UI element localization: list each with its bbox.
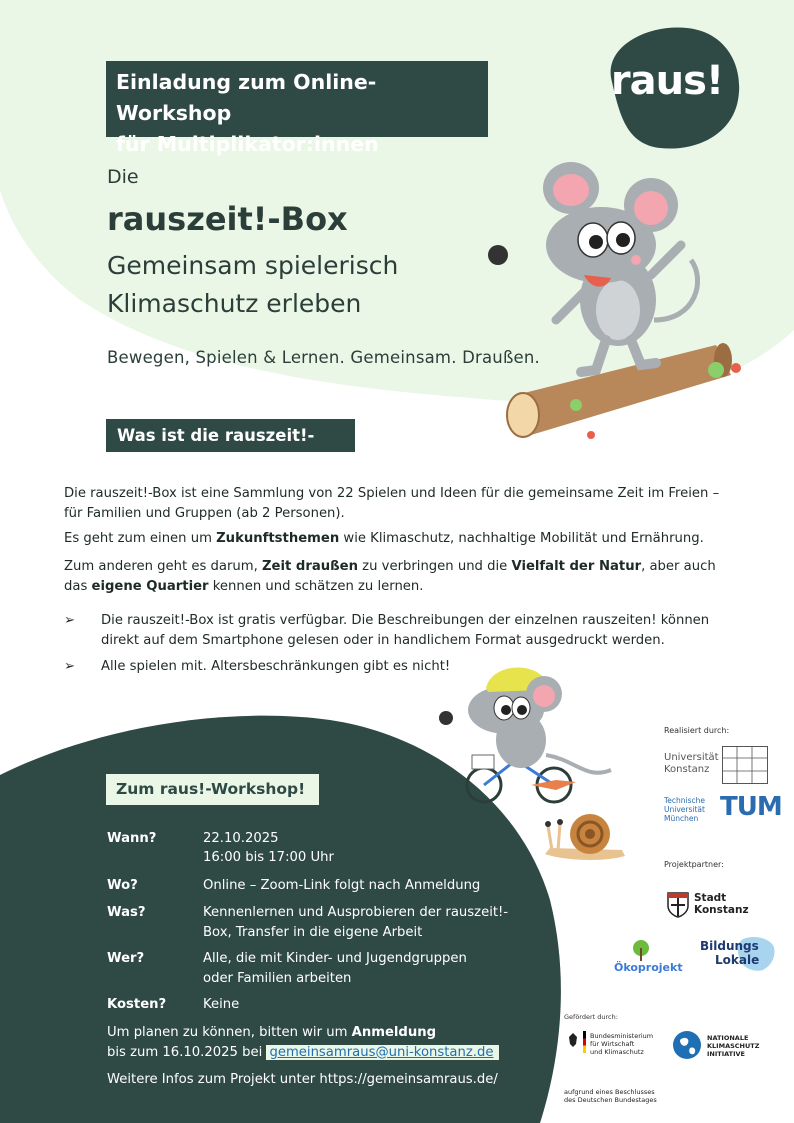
page-title: rauszeit!-Box [107,200,348,238]
header-line-1: Einladung zum Online-Workshop [116,70,377,125]
registration-bold: Anmeldung [351,1025,437,1040]
tum-line-2: Universität [664,805,705,814]
title-subtitle [107,247,398,323]
oekoprojekt-logo: Ökoprojekt [614,961,683,974]
realized-by-label: Realisiert durch: [664,726,730,735]
registration-text-a: Um planen zu können, bitten wir um [107,1025,352,1040]
tum-text [664,796,705,823]
title-intro: Die [107,166,139,188]
more-info-text: Weitere Infos zum Projekt unter https://gemeinsamraus.de/ [107,1072,498,1087]
bullet-item-2 [64,657,734,677]
p3-bold-b: Zeit draußen [262,559,358,574]
bullet-text-1: Die rauszeit!-Box ist gratis verfügbar. Die Beschreibungen der einzelnen rauszeiten! können direkt auf dem Smartphone gelesen oder in handlichem Format ausgedruckt werden. [101,613,710,648]
nki-text [707,1034,759,1058]
when-time: 16:00 bis 17:00 Uhr [203,850,334,865]
paragraph-3 [64,557,734,596]
bullet-arrow-icon: ➢ [64,659,76,674]
p3-text-c: zu verbringen und die [357,559,512,574]
uni-grid-icon [722,746,768,784]
where-value: Online – Zoom-Link folgt nach Anmeldung [203,878,481,893]
what-label: Was? [107,905,146,920]
stadt-konstanz-crest-icon [667,892,689,918]
stadt-line-1: Stadt [694,892,727,904]
cost-label: Kosten? [107,997,167,1012]
stadt-konstanz-text [694,892,749,916]
registration-text [107,1023,527,1062]
nki-globe-icon [672,1030,702,1060]
german-flag-bar [583,1031,586,1053]
p3-text-g: kennen und schätzen zu lernen. [208,578,424,594]
registration-line-1 [107,1023,527,1043]
bmwk-line-2: für Wirtschaft [590,1040,635,1048]
mouse-on-bike-illustration [436,660,621,810]
p2-text: Es geht zum einen um [64,531,217,546]
email-link[interactable]: gemeinsamraus@uni-konstanz.de [266,1045,499,1060]
p3-text-e: , aber auch das [64,559,716,594]
where-label: Wo? [107,878,138,893]
bildungs-line-2: Lokale [715,953,760,967]
bildungs-line-1: Bildungs [700,939,759,953]
p3-text-a: Zum anderen geht es darum, [64,559,262,574]
what-value: Kennenlernen und Ausprobieren der rauszeit!-Box, Transfer in die eigene Arbeit [203,905,509,940]
uni-konstanz-logo [664,752,770,784]
p2-text-end: wie Klimaschutz, nachhaltige Mobilität und Ernährung. [339,531,704,546]
tagline: Bewegen, Spielen & Lernen. Gemeinsam. Draußen. [107,348,541,367]
funded-by-label: Gefördert durch: [564,1013,618,1021]
paragraph-2 [64,529,734,549]
p3-bold-d: Vielfalt der Natur [511,559,642,574]
stadt-line-2: Konstanz [694,904,749,916]
mouse-on-log-illustration [486,160,751,450]
section-title: Was ist die rauszeit!-Box? [106,419,355,452]
p3-bold-f: eigene Quartier [91,578,209,594]
uni-line-1: Universität [664,752,719,763]
bmwk-text [590,1032,653,1056]
header-line-2: für Multiplikator:innen [116,132,379,156]
raus-logo [592,22,742,152]
bullet-item-1 [64,611,734,651]
federal-eagle-icon [567,1032,579,1048]
who-label: Wer? [107,951,145,966]
nki-line-1: NATIONALE [707,1034,749,1042]
partners-label: Projektpartner: [664,860,724,869]
p2-bold: Zukunftsthemen [216,531,340,546]
bundestag-decision-text [564,1088,657,1104]
decision-line-1: aufgrund eines Beschlusses [564,1088,655,1096]
paragraph-1: Die rauszeit!-Box ist eine Sammlung von 22 Spielen und Ideen für die gemeinsame Zeit im Freien – für Familien und Gruppen (ab 2 Personen). [64,486,720,521]
bildungslokale-text [700,939,759,967]
who-value: Alle, die mit Kinder- und Jugendgruppen oder Familien arbeiten [203,951,467,986]
decision-line-2: des Deutschen Bundestages [564,1096,657,1104]
logo-text: raus! [610,58,724,104]
nki-line-2: KLIMASCHUTZ [707,1042,760,1050]
registration-line-2 [107,1043,527,1063]
bmwk-line-1: Bundesministerium [590,1032,654,1040]
subtitle-line-1: Gemeinsam spielerisch [107,251,399,280]
bmwk-line-3: und Klimaschutz [590,1048,644,1056]
registration-text-c: bis zum 16.10.2025 bei [107,1044,267,1060]
workshop-title: Zum raus!-Workshop! [106,774,319,805]
bullet-text-2: Alle spielen mit. Altersbeschränkungen gibt es nicht! [101,659,451,674]
bullet-arrow-icon: ➢ [64,613,76,628]
subtitle-line-2: Klimaschutz erleben [107,289,362,318]
snail-illustration [540,806,630,866]
invitation-header [106,61,488,156]
when-label: Wann? [107,831,157,846]
uni-line-2: Konstanz [664,764,710,775]
cost-value: Keine [203,997,240,1012]
tum-logo: TUM [720,792,782,822]
when-date: 22.10.2025 [203,831,279,846]
nki-line-3: INITIATIVE [707,1050,745,1058]
tum-line-3: München [664,814,699,823]
oekoprojekt-leaf-icon [629,938,653,962]
tum-line-1: Technische [664,796,706,805]
